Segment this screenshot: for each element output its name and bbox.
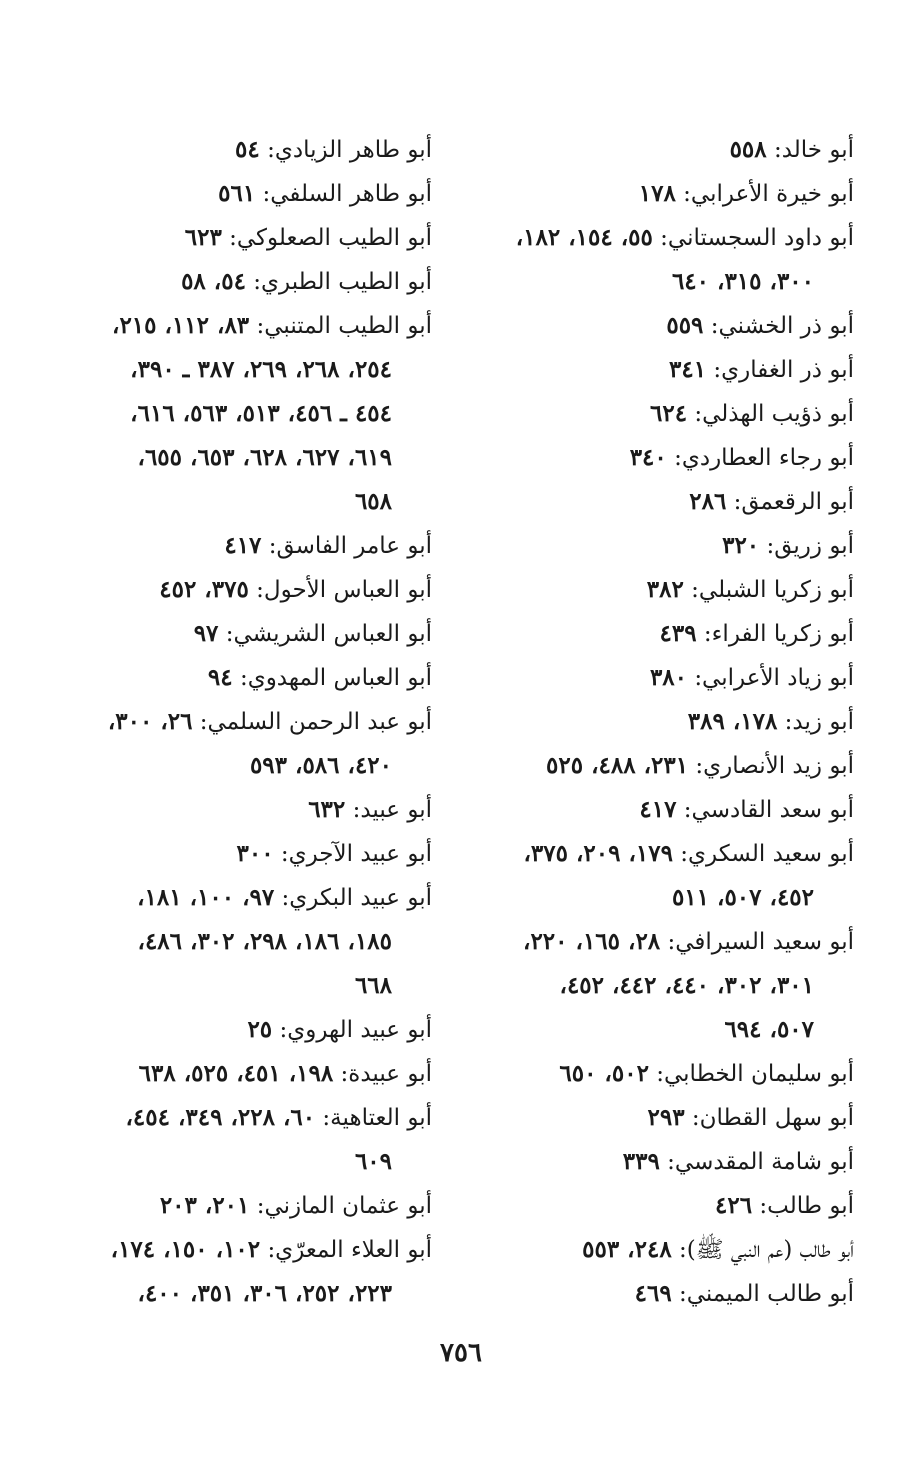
entry-name: أبو زريق: <box>766 533 854 559</box>
entry-pages: ٢٩٣ <box>647 1104 685 1131</box>
entry-pages-continued: ٢٢٣، ٢٥٢، ٣٠٦، ٣٥١، ٤٠٠، <box>137 1280 392 1307</box>
entry-pages-continued: ٦٦٨ <box>354 972 392 999</box>
index-entry <box>454 744 854 788</box>
entry-pages: ٨٣، ١١٢، ٢١٥، <box>112 312 250 339</box>
index-entry <box>40 568 432 612</box>
entry-pages: ٦٣٢ <box>308 796 346 823</box>
index-entry <box>454 1184 854 1228</box>
index-entry <box>454 392 854 436</box>
entry-pages: ٢٨٦ <box>689 488 727 515</box>
entry-name: أبو العباس الأحول: <box>256 577 432 603</box>
index-entry <box>454 1140 854 1184</box>
entry-pages: ٤٣٩ <box>659 620 697 647</box>
entry-pages: ١٩٨، ٤٥١، ٥٢٥، ٦٣٨ <box>138 1060 334 1087</box>
index-entry <box>40 304 432 348</box>
entry-name: أبو العتاهية: <box>322 1105 432 1131</box>
entry-name: أبو الطيب المتنبي: <box>256 313 432 339</box>
index-entry <box>454 480 854 524</box>
entry-pages: ٢٠١، ٢٠٣ <box>159 1192 250 1219</box>
entry-pages: ١٧٩، ٢٠٩، ٣٧٥، <box>523 840 673 867</box>
entry-pages: ١٧٨ <box>638 180 676 207</box>
index-entry <box>454 568 854 612</box>
entry-pages: ٤١٧ <box>639 796 677 823</box>
entry-pages: ٥٥٨ <box>729 136 767 163</box>
index-column-left <box>40 128 432 1316</box>
entry-name: أبو عبيد: <box>352 797 432 823</box>
index-entry <box>40 612 432 656</box>
index-entry <box>454 1052 854 1096</box>
entry-pages: ٣٨٠ <box>649 664 687 691</box>
entry-name: أبو عبيد الهروي: <box>279 1017 432 1043</box>
entry-name: أبو الطيب الصعلوكي: <box>229 225 432 251</box>
entry-name: أبو طالب الميمني: <box>679 1281 854 1307</box>
entry-pages: ٦٢٣ <box>184 224 222 251</box>
entry-pages: ٣٨٢ <box>646 576 684 603</box>
entry-pages-continued: ٤٥٢، ٥٠٧، ٥١١ <box>671 884 814 911</box>
index-entry <box>454 436 854 480</box>
entry-name: أبو زكريا الفراء: <box>703 621 854 647</box>
entry-name: أبو عبد الرحمن السلمي: <box>199 709 432 735</box>
entry-pages-continued: ٣٠٠، ٣١٥، ٦٤٠ <box>671 268 814 295</box>
entry-name: أبو خيرة الأعرابي: <box>683 181 854 207</box>
entry-pages-continued: ٦٥٨ <box>354 488 392 515</box>
index-entry <box>454 1096 854 1140</box>
entry-pages-continued: ٦٠٩ <box>354 1148 392 1175</box>
entry-pages-continued: ٤٢٠، ٥٨٦، ٥٩٣ <box>249 752 392 779</box>
entry-pages-continued: ٦١٩، ٦٢٧، ٦٢٨، ٦٥٣، ٦٥٥، <box>137 444 392 471</box>
entry-pages: ٣٣٩ <box>622 1148 660 1175</box>
index-entry <box>454 348 854 392</box>
entry-pages: ٥٤ <box>235 136 260 163</box>
entry-pages: ٣٠٠ <box>236 840 274 867</box>
entry-name: أبو عبيدة: <box>340 1061 432 1087</box>
entry-pages: ٩٧ <box>193 620 219 647</box>
entry-pages: ٥٤، ٥٨ <box>181 268 246 295</box>
entry-name: أبو عبيد البكري: <box>281 885 432 911</box>
entry-name: أبو سهل القطان: <box>691 1105 854 1131</box>
entry-pages: ٢٥ <box>247 1016 273 1043</box>
index-entry <box>40 1184 432 1228</box>
entry-pages: ٦٠، ٢٢٨، ٣٤٩، ٤٥٤، <box>125 1104 316 1131</box>
index-column-right <box>454 128 854 1316</box>
entry-pages-continued: ٣٠١، ٣٠٢، ٤٤٠، ٤٤٢، ٤٥٢، <box>559 972 814 999</box>
entry-name: أبو داود السجستاني: <box>660 225 854 251</box>
entry-name: أبو طالب: <box>759 1193 854 1219</box>
entry-name: أبو خالد: <box>773 137 854 163</box>
index-entry <box>454 656 854 700</box>
entry-name: أبو الطيب الطبري: <box>253 269 432 295</box>
entry-pages-continued: ٢٥٤، ٢٦٨، ٢٦٩، ٣٨٧ ـ ٣٩٠، <box>130 356 392 383</box>
entry-name: أبو سعد القادسي: <box>683 797 854 823</box>
entry-name: أبو زكريا الشبلي: <box>691 577 854 603</box>
index-entry <box>40 788 432 832</box>
index-entry <box>454 1272 854 1316</box>
index-entry <box>40 832 432 876</box>
entry-pages: ٤١٧ <box>224 532 262 559</box>
entry-name: أبو رجاء العطاردي: <box>674 445 854 471</box>
index-entry <box>40 1052 432 1096</box>
entry-pages: ٩٤ <box>207 664 233 691</box>
entry-name: أبو ذؤيب الهذلي: <box>694 401 854 427</box>
entry-pages: ٢٨، ١٦٥، ٢٢٠، <box>523 928 661 955</box>
entry-pages: ٥٠٢، ٦٥٠ <box>559 1060 649 1087</box>
index-entry <box>454 700 854 744</box>
entry-pages: ٥٥، ١٥٤، ١٨٢، <box>515 224 653 251</box>
index-entry <box>40 1096 432 1140</box>
entry-name: أبو عبيد الآجري: <box>280 841 432 867</box>
entry-name: أبو زيد الأنصاري: <box>695 753 854 779</box>
entry-name: أبو شامة المقدسي: <box>667 1149 854 1175</box>
entry-name: أبو طاهر الزيادي: <box>267 137 432 163</box>
entry-name: أبو سعيد السكري: <box>680 841 854 867</box>
index-entry <box>40 260 432 304</box>
entry-name: أبو سعيد السيرافي: <box>667 929 854 955</box>
entry-name: أبو العباس المهدوي: <box>239 665 432 691</box>
entry-pages-continued: ٥٠٧، ٦٩٤ <box>724 1016 814 1043</box>
entry-pages: ٢٤٨، ٥٥٣ <box>582 1236 672 1263</box>
index-entry <box>454 612 854 656</box>
entry-pages: ٦٢٤ <box>649 400 688 427</box>
index-entry <box>40 216 432 260</box>
entry-pages: ٣٧٥، ٤٥٢ <box>159 576 249 603</box>
entry-pages: ١٠٢، ١٥٠، ١٧٤، <box>110 1236 261 1263</box>
index-entry <box>40 876 432 920</box>
entry-name: أبو عامر الفاسق: <box>268 533 432 559</box>
entry-pages: ٥٥٩ <box>666 312 704 339</box>
index-entry <box>454 920 854 964</box>
page-number: ٧٥٦ <box>440 1338 482 1368</box>
index-entry <box>40 128 432 172</box>
entry-pages: ٢٦، ٣٠٠، <box>107 708 193 735</box>
entry-name: أبو الرقعمق: <box>733 489 854 515</box>
index-entry <box>454 128 854 172</box>
entry-name: أبو زياد الأعرابي: <box>694 665 854 691</box>
entry-name: أبو طالب (عم النبي ﷺ): <box>678 1237 854 1263</box>
index-entry <box>40 656 432 700</box>
entry-pages: ٤٦٩ <box>634 1280 672 1307</box>
entry-pages: ٣٤٠ <box>629 444 667 471</box>
index-entry <box>454 172 854 216</box>
index-entry <box>454 788 854 832</box>
entry-pages: ١٧٨، ٣٨٩ <box>687 708 778 735</box>
index-entry <box>40 1008 432 1052</box>
index-entry <box>454 304 854 348</box>
entry-name: أبو عثمان المازني: <box>256 1193 432 1219</box>
index-entry <box>454 1228 854 1272</box>
entry-pages: ٥٦١ <box>218 180 256 207</box>
index-entry <box>40 700 432 744</box>
index-entry <box>40 172 432 216</box>
index-entry <box>40 524 432 568</box>
entry-pages: ٢٣١، ٤٨٨، ٥٢٥ <box>546 752 689 779</box>
index-entry <box>454 832 854 876</box>
entry-name: أبو ذر الخشني: <box>710 313 854 339</box>
index-entry <box>40 1228 432 1272</box>
entry-pages: ٣٢٠ <box>722 532 760 559</box>
entry-name: أبو سليمان الخطابي: <box>656 1061 854 1087</box>
entry-pages: ٣٤١ <box>668 356 707 383</box>
entry-name: أبو العلاء المعرّي: <box>267 1237 432 1263</box>
index-entry <box>454 216 854 260</box>
index-entry <box>454 524 854 568</box>
entry-name: أبو زيد: <box>784 709 854 735</box>
entry-pages-continued: ٤٥٤ ـ ٤٥٦، ٥١٣، ٥٦٣، ٦١٦، <box>130 400 392 427</box>
entry-pages-continued: ١٨٥، ١٨٦، ٢٩٨، ٣٠٢، ٤٨٦، <box>137 928 392 955</box>
entry-name: أبو طاهر السلفي: <box>262 181 432 207</box>
entry-name: أبو العباس الشريشي: <box>225 621 432 647</box>
entry-pages: ٩٧، ١٠٠، ١٨١، <box>137 884 275 911</box>
entry-name: أبو ذر الغفاري: <box>713 357 854 383</box>
entry-pages: ٤٢٦ <box>714 1192 753 1219</box>
